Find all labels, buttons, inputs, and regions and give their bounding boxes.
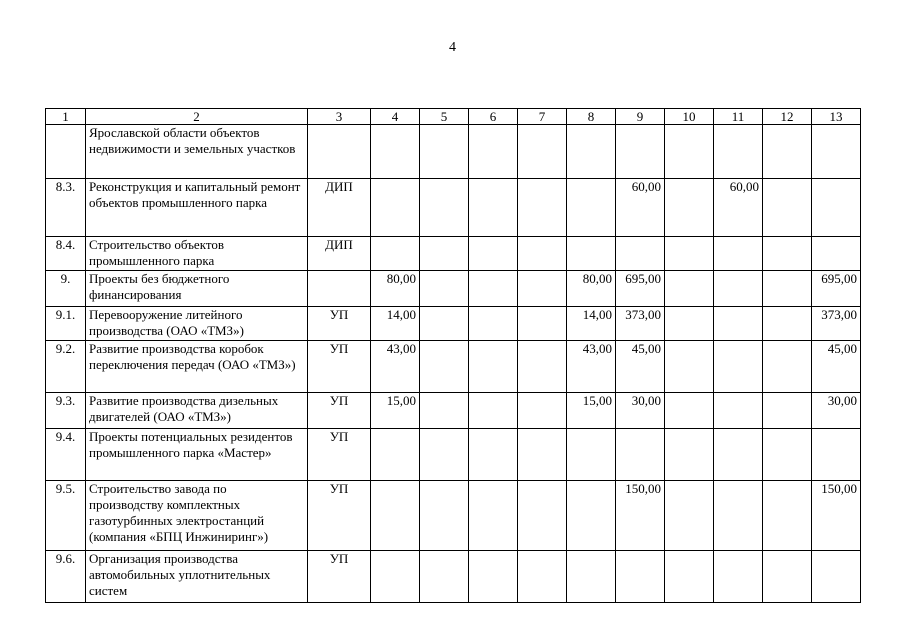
header-cell: 8 <box>567 109 616 125</box>
row-value-c8 <box>567 551 616 603</box>
header-cell: 12 <box>763 109 812 125</box>
header-cell: 4 <box>371 109 420 125</box>
row-number <box>46 125 86 179</box>
row-value-c12 <box>763 481 812 551</box>
row-value-c5 <box>420 307 469 341</box>
row-value-c8 <box>567 481 616 551</box>
row-number: 9.2. <box>46 341 86 393</box>
row-value-c5 <box>420 341 469 393</box>
header-cell: 13 <box>812 109 861 125</box>
table-row <box>46 179 861 237</box>
row-value-c11: 60,00 <box>714 179 763 237</box>
page-number: 4 <box>449 40 456 55</box>
row-value-c7 <box>518 271 567 307</box>
row-value-c8 <box>567 429 616 481</box>
row-value-c9 <box>616 237 665 271</box>
row-value-c9: 150,00 <box>616 481 665 551</box>
row-value-c12 <box>763 551 812 603</box>
row-value-c9 <box>616 551 665 603</box>
row-value-c12 <box>763 179 812 237</box>
row-value-c7 <box>518 125 567 179</box>
header-cell: 5 <box>420 109 469 125</box>
row-value-c4: 43,00 <box>371 341 420 393</box>
row-value-c7 <box>518 393 567 429</box>
row-value-c9: 45,00 <box>616 341 665 393</box>
row-value-c10 <box>665 237 714 271</box>
table-row <box>46 341 861 393</box>
row-description: Развитие производства коробок переключения передач (ОАО «ТМЗ») <box>86 341 308 393</box>
header-cell: 6 <box>469 109 518 125</box>
row-value-c10 <box>665 271 714 307</box>
row-value-c13 <box>812 429 861 481</box>
row-value-c10 <box>665 429 714 481</box>
row-description: Строительство завода по производству комплектных газотурбинных электростанций (компания «БПЦ Инжиниринг») <box>86 481 308 551</box>
row-description: Проекты потенциальных резидентов промышленного парка «Мастер» <box>86 429 308 481</box>
row-value-c13 <box>812 237 861 271</box>
row-description: Перевооружение литейного производства (ОАО «ТМЗ») <box>86 307 308 341</box>
row-value-c8 <box>567 125 616 179</box>
row-value-c12 <box>763 393 812 429</box>
row-value-c9 <box>616 429 665 481</box>
row-description: Строительство объектов промышленного парка <box>86 237 308 271</box>
row-description: Проекты без бюджетного финансирования <box>86 271 308 307</box>
row-value-c13 <box>812 179 861 237</box>
row-value-c5 <box>420 429 469 481</box>
table-row <box>46 551 861 603</box>
row-value-c9 <box>616 125 665 179</box>
row-value-c8 <box>567 179 616 237</box>
budget-table <box>45 108 861 603</box>
table-row <box>46 429 861 481</box>
row-value-c5 <box>420 481 469 551</box>
row-value-c4 <box>371 237 420 271</box>
header-cell: 7 <box>518 109 567 125</box>
table-row <box>46 393 861 429</box>
header-cell: 3 <box>308 109 371 125</box>
row-value-c13: 373,00 <box>812 307 861 341</box>
header-cell: 1 <box>46 109 86 125</box>
header-cell: 9 <box>616 109 665 125</box>
row-responsible: УП <box>308 429 371 481</box>
row-value-c6 <box>469 307 518 341</box>
row-responsible: УП <box>308 393 371 429</box>
row-value-c6 <box>469 481 518 551</box>
header-cell: 10 <box>665 109 714 125</box>
row-value-c4 <box>371 551 420 603</box>
row-description: Реконструкция и капитальный ремонт объектов промышленного парка <box>86 179 308 237</box>
row-value-c7 <box>518 341 567 393</box>
row-value-c13: 30,00 <box>812 393 861 429</box>
table-row <box>46 125 861 179</box>
row-value-c12 <box>763 307 812 341</box>
row-value-c5 <box>420 551 469 603</box>
row-value-c11 <box>714 429 763 481</box>
row-description: Организация производства автомобильных уплотнительных систем <box>86 551 308 603</box>
row-number: 9.5. <box>46 481 86 551</box>
row-value-c11 <box>714 307 763 341</box>
row-value-c8: 14,00 <box>567 307 616 341</box>
row-value-c5 <box>420 125 469 179</box>
row-responsible: УП <box>308 341 371 393</box>
table-row <box>46 307 861 341</box>
row-value-c6 <box>469 271 518 307</box>
row-value-c6 <box>469 125 518 179</box>
row-value-c6 <box>469 429 518 481</box>
row-value-c11 <box>714 237 763 271</box>
row-number: 9.1. <box>46 307 86 341</box>
row-number: 8.3. <box>46 179 86 237</box>
row-value-c8 <box>567 237 616 271</box>
row-value-c9: 30,00 <box>616 393 665 429</box>
row-value-c11 <box>714 551 763 603</box>
row-value-c13 <box>812 551 861 603</box>
row-value-c11 <box>714 341 763 393</box>
row-value-c9: 695,00 <box>616 271 665 307</box>
row-value-c7 <box>518 307 567 341</box>
row-value-c5 <box>420 271 469 307</box>
row-value-c10 <box>665 179 714 237</box>
row-value-c5 <box>420 237 469 271</box>
row-value-c8: 15,00 <box>567 393 616 429</box>
row-value-c4: 15,00 <box>371 393 420 429</box>
row-value-c11 <box>714 271 763 307</box>
row-value-c6 <box>469 237 518 271</box>
row-value-c13: 45,00 <box>812 341 861 393</box>
row-value-c11 <box>714 125 763 179</box>
row-value-c12 <box>763 237 812 271</box>
row-value-c6 <box>469 179 518 237</box>
row-responsible: УП <box>308 481 371 551</box>
row-value-c6 <box>469 551 518 603</box>
row-number: 9.6. <box>46 551 86 603</box>
row-value-c9: 60,00 <box>616 179 665 237</box>
row-description: Ярославской области объектов недвижимости и земельных участков <box>86 125 308 179</box>
row-number: 8.4. <box>46 237 86 271</box>
row-value-c12 <box>763 341 812 393</box>
row-value-c4: 14,00 <box>371 307 420 341</box>
row-value-c13: 150,00 <box>812 481 861 551</box>
table-row <box>46 271 861 307</box>
row-value-c12 <box>763 271 812 307</box>
row-value-c10 <box>665 551 714 603</box>
table-row <box>46 481 861 551</box>
row-value-c13 <box>812 125 861 179</box>
row-value-c13: 695,00 <box>812 271 861 307</box>
row-value-c7 <box>518 481 567 551</box>
row-number: 9. <box>46 271 86 307</box>
row-value-c8: 43,00 <box>567 341 616 393</box>
row-responsible <box>308 125 371 179</box>
table-row <box>46 237 861 271</box>
row-responsible: УП <box>308 307 371 341</box>
row-value-c7 <box>518 429 567 481</box>
row-value-c12 <box>763 125 812 179</box>
row-value-c7 <box>518 237 567 271</box>
row-value-c4 <box>371 481 420 551</box>
row-value-c10 <box>665 307 714 341</box>
header-cell: 11 <box>714 109 763 125</box>
header-row <box>46 109 861 125</box>
row-value-c6 <box>469 341 518 393</box>
row-value-c6 <box>469 393 518 429</box>
row-responsible: ДИП <box>308 237 371 271</box>
row-value-c4 <box>371 125 420 179</box>
row-value-c11 <box>714 481 763 551</box>
row-value-c4: 80,00 <box>371 271 420 307</box>
row-value-c9: 373,00 <box>616 307 665 341</box>
row-responsible: УП <box>308 551 371 603</box>
row-number: 9.4. <box>46 429 86 481</box>
header-cell: 2 <box>86 109 308 125</box>
row-number: 9.3. <box>46 393 86 429</box>
row-value-c4 <box>371 179 420 237</box>
row-value-c5 <box>420 393 469 429</box>
row-value-c5 <box>420 179 469 237</box>
row-description: Развитие производства дизельных двигателей (ОАО «ТМЗ») <box>86 393 308 429</box>
row-value-c10 <box>665 393 714 429</box>
row-responsible <box>308 271 371 307</box>
row-value-c7 <box>518 179 567 237</box>
row-value-c11 <box>714 393 763 429</box>
row-value-c4 <box>371 429 420 481</box>
row-value-c7 <box>518 551 567 603</box>
row-value-c10 <box>665 341 714 393</box>
row-value-c10 <box>665 481 714 551</box>
row-responsible: ДИП <box>308 179 371 237</box>
row-value-c12 <box>763 429 812 481</box>
row-value-c8: 80,00 <box>567 271 616 307</box>
row-value-c10 <box>665 125 714 179</box>
